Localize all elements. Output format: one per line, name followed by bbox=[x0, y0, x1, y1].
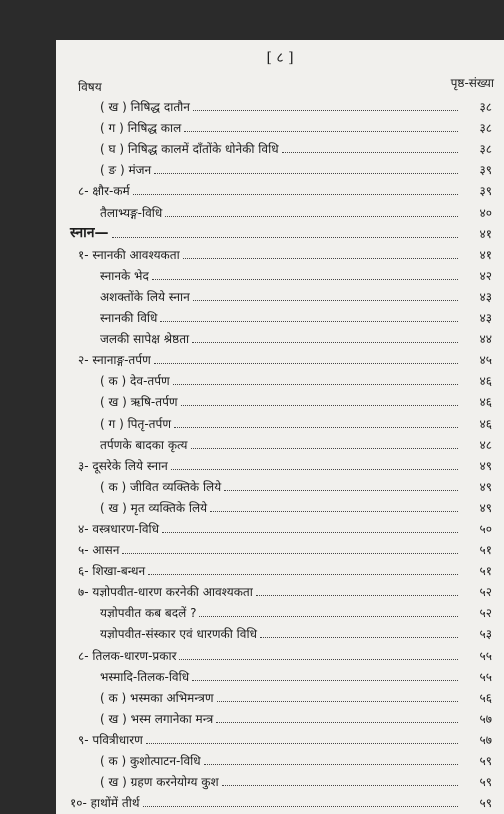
toc-entry-title: १०- हाथोंमें तीर्थ bbox=[70, 796, 140, 811]
toc-entry bbox=[56, 347, 504, 368]
toc-entry bbox=[56, 410, 504, 431]
toc-entry-title: ( क ) कुशोत्पाटन-विधि bbox=[100, 754, 201, 768]
dot-leader bbox=[256, 595, 458, 596]
toc-entry-page: ५९ bbox=[479, 775, 492, 790]
toc-entry-title: जलकी सापेक्ष श्रेष्ठता bbox=[100, 332, 190, 347]
subject-column-header: विषय bbox=[78, 80, 102, 94]
toc-entry bbox=[56, 474, 504, 495]
toc-entry bbox=[56, 664, 504, 685]
toc-entry-page: ५९ bbox=[479, 754, 492, 768]
toc-entry-page: ५२ bbox=[479, 585, 492, 600]
toc-entry bbox=[56, 516, 504, 537]
dot-leader bbox=[112, 237, 458, 238]
toc-entry-page: ४३ bbox=[479, 311, 492, 326]
dot-leader bbox=[154, 173, 458, 174]
toc-entry bbox=[56, 537, 504, 558]
dot-leader bbox=[173, 384, 458, 385]
toc-entry-page: ३९ bbox=[479, 184, 492, 199]
toc-entry-title: यज्ञोपवीत कब बदलें ? bbox=[100, 606, 197, 621]
toc-entry bbox=[56, 600, 504, 621]
dot-leader bbox=[171, 469, 458, 470]
dot-leader bbox=[282, 152, 458, 153]
toc-entry-page: ५१ bbox=[479, 543, 492, 558]
toc-entry-page: ३८ bbox=[479, 142, 492, 157]
toc-entry bbox=[56, 326, 504, 347]
dot-leader bbox=[222, 785, 458, 786]
toc-entry bbox=[56, 706, 504, 727]
toc-entry-page: ५३ bbox=[479, 627, 492, 642]
toc-entry-title: स्नानकी विधि bbox=[100, 311, 158, 326]
dot-leader bbox=[216, 722, 458, 723]
toc-entry-title: १- स्नानकी आवश्यकता bbox=[78, 247, 180, 262]
toc-entry-title: ५- आसन bbox=[78, 543, 120, 558]
toc-entry bbox=[56, 453, 504, 474]
dot-leader bbox=[143, 806, 459, 807]
page-number: [ ८ ] bbox=[266, 50, 294, 66]
toc-entry-page: ४६ bbox=[479, 395, 492, 410]
toc-entry-title: ( क ) देव-तर्पण bbox=[100, 374, 170, 389]
toc-entry-page: ४५ bbox=[479, 353, 492, 368]
toc-entry bbox=[56, 263, 504, 284]
toc-entry-title: ६- शिखा-बन्धन bbox=[78, 564, 146, 579]
toc-entry-title: भस्मादि-तिलक-विधि bbox=[100, 669, 190, 684]
dot-leader bbox=[210, 511, 458, 512]
dot-leader bbox=[154, 363, 458, 364]
toc-entry-page: ४६ bbox=[479, 416, 492, 431]
dot-leader bbox=[160, 321, 458, 322]
dot-leader bbox=[174, 427, 458, 428]
toc-entry-title: ८- तिलक-धारण-प्रकार bbox=[78, 648, 177, 663]
dot-leader bbox=[179, 659, 458, 660]
table-of-contents bbox=[56, 94, 504, 811]
toc-entry bbox=[56, 621, 504, 642]
toc-entry-title: यज्ञोपवीत-संस्कार एवं धारणकी विधि bbox=[100, 627, 257, 642]
dot-leader bbox=[133, 194, 458, 195]
dot-leader bbox=[192, 680, 458, 681]
dot-leader bbox=[193, 110, 458, 111]
dot-leader bbox=[204, 764, 458, 765]
dot-leader bbox=[152, 279, 458, 280]
dot-leader bbox=[193, 300, 458, 301]
toc-entry-page: ४८ bbox=[479, 437, 492, 452]
toc-entry-title: ( ख ) ग्रहण करनेयोग्य कुश bbox=[100, 775, 219, 790]
book-page bbox=[56, 40, 504, 814]
toc-entry-title: अशक्तोंके लिये स्नान bbox=[100, 289, 190, 304]
toc-entry-title: २- स्नानाङ्ग-तर्पण bbox=[78, 353, 151, 368]
toc-entry-title: ९- पवित्रीधारण bbox=[78, 732, 143, 747]
toc-entry-title: ( ख ) निषिद्ध दातौन bbox=[100, 100, 190, 115]
toc-entry bbox=[56, 748, 504, 769]
toc-entry-page: ५२ bbox=[479, 606, 492, 621]
toc-entry-page: ४९ bbox=[479, 458, 492, 473]
toc-entry bbox=[56, 199, 504, 220]
toc-entry-title: ( ग ) पितृ-तर्पण bbox=[100, 416, 171, 431]
toc-entry-page: ४१ bbox=[479, 226, 492, 241]
toc-entry-page: ५६ bbox=[479, 690, 492, 705]
dot-leader bbox=[146, 743, 458, 744]
toc-entry bbox=[56, 284, 504, 305]
toc-entry bbox=[56, 389, 504, 410]
dot-leader bbox=[260, 637, 458, 638]
toc-entry-page: ५५ bbox=[479, 669, 492, 684]
toc-entry bbox=[56, 432, 504, 453]
toc-entry-page: ४४ bbox=[479, 332, 492, 347]
toc-entry-title: ( क ) जीवित व्यक्तिके लिये bbox=[100, 479, 222, 494]
page-column-header: पृष्ठ-संख्या bbox=[450, 76, 494, 90]
toc-entry-page: ४९ bbox=[479, 479, 492, 494]
toc-entry bbox=[56, 685, 504, 706]
toc-entry-title: ३- दूसरेके लिये स्नान bbox=[78, 458, 168, 473]
toc-entry-page: ४६ bbox=[479, 374, 492, 389]
dot-leader bbox=[192, 342, 458, 343]
toc-entry bbox=[56, 579, 504, 600]
toc-entry-title: ( ख ) मृत व्यक्तिके लिये bbox=[100, 500, 208, 515]
toc-entry bbox=[56, 157, 504, 178]
dot-leader bbox=[217, 701, 458, 702]
toc-entry-page: ५१ bbox=[479, 564, 492, 579]
toc-entry-page: ३८ bbox=[479, 100, 492, 115]
toc-entry-title: ( घ ) निषिद्ध कालमें दाँतोंके धोनेकी विधि bbox=[100, 142, 279, 157]
toc-entry-page: ४० bbox=[479, 205, 492, 220]
toc-entry bbox=[56, 368, 504, 389]
toc-entry-title: ४- वस्त्रधारण-विधि bbox=[78, 521, 160, 536]
dot-leader bbox=[191, 448, 459, 449]
toc-entry bbox=[56, 642, 504, 663]
toc-entry-page: ५७ bbox=[479, 732, 492, 747]
dot-leader bbox=[181, 405, 458, 406]
toc-entry-title: ८- क्षौर-कर्म bbox=[78, 184, 130, 199]
toc-entry bbox=[56, 769, 504, 790]
dot-leader bbox=[122, 553, 458, 554]
toc-entry-page: ३९ bbox=[479, 163, 492, 178]
toc-entry bbox=[56, 242, 504, 263]
toc-entry-title: तैलाभ्यङ्ग-विधि bbox=[100, 205, 163, 220]
toc-entry bbox=[56, 727, 504, 748]
toc-entry-page: ५५ bbox=[479, 648, 492, 663]
toc-entry bbox=[56, 136, 504, 157]
toc-entry-title: स्नान— bbox=[70, 224, 109, 241]
toc-entry-title: ( ग ) निषिद्ध काल bbox=[100, 121, 182, 136]
toc-entry-page: ४९ bbox=[479, 500, 492, 515]
dot-leader bbox=[184, 131, 458, 132]
toc-entry-title: ( क ) भस्मका अभिमन्त्रण bbox=[100, 690, 214, 705]
toc-entry bbox=[56, 495, 504, 516]
toc-entry-page: ४३ bbox=[479, 289, 492, 304]
toc-entry-page: ४२ bbox=[479, 268, 492, 283]
toc-entry bbox=[56, 790, 504, 811]
dot-leader bbox=[224, 490, 458, 491]
toc-entry-page: ५७ bbox=[479, 711, 492, 726]
dot-leader bbox=[162, 532, 458, 533]
toc-entry-title: ७- यज्ञोपवीत-धारण करनेकी आवश्यकता bbox=[78, 585, 253, 600]
toc-entry-page: ४१ bbox=[479, 247, 492, 262]
toc-entry bbox=[56, 558, 504, 579]
dot-leader bbox=[165, 216, 458, 217]
toc-entry-page: ५९ bbox=[479, 796, 492, 811]
toc-entry bbox=[56, 115, 504, 136]
toc-entry-page: ३८ bbox=[479, 121, 492, 136]
toc-entry bbox=[56, 305, 504, 326]
toc-entry-title: स्नानके भेद bbox=[100, 268, 149, 283]
dot-leader bbox=[148, 574, 458, 575]
toc-entry-title: ( ख ) ऋषि-तर्पण bbox=[100, 395, 178, 410]
toc-entry-page: ५० bbox=[479, 521, 492, 536]
toc-entry bbox=[56, 221, 504, 242]
toc-entry bbox=[56, 94, 504, 115]
toc-entry-title: ( ङ ) मंजन bbox=[100, 163, 152, 178]
toc-entry bbox=[56, 178, 504, 199]
toc-entry-title: ( ख ) भस्म लगानेका मन्त्र bbox=[100, 711, 214, 726]
toc-entry-title: तर्पणके बादका कृत्य bbox=[100, 437, 188, 452]
dot-leader bbox=[183, 258, 458, 259]
dot-leader bbox=[199, 616, 458, 617]
